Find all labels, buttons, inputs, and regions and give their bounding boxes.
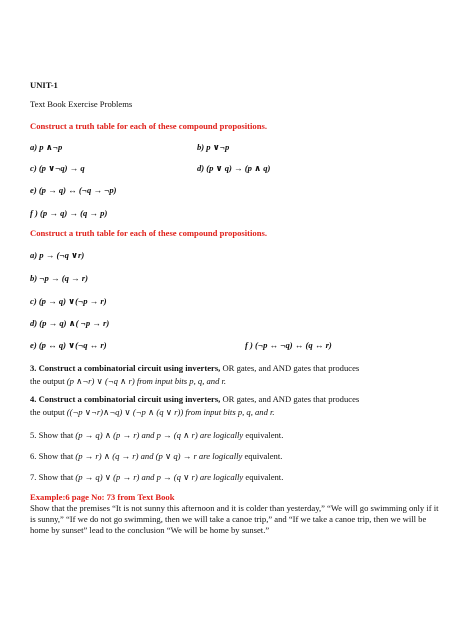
question-3-prefix: the output	[30, 376, 67, 386]
example-body: Show that the premises “It is not sunny this afternoon and it is colder than yesterday,” “We will go swimming only if it is sunny,” “If we do not go swimming, then we will take a canoe trip,” and “If we take a canoe trip, then we will be home by sunset” lead to the conclusion “We will be home by sunset.”	[30, 503, 439, 536]
question-6-suffix: equivalent.	[242, 451, 283, 461]
question-6-expr: (p → r) ∧ (q → r) and (p ∨ q) → r are logically	[75, 451, 243, 461]
unit-title: UNIT-1	[30, 80, 58, 90]
example-heading: Example:6 page No: 73 from Text Book	[30, 492, 175, 502]
question-4-line2	[30, 407, 275, 418]
question-5	[30, 430, 283, 441]
question-3-line2	[30, 376, 226, 387]
question-5-expr: (p → q) ∧ (p → r) and p → (q ∧ r) are logically	[75, 430, 244, 440]
question-7-expr: (p → q) ∨ (p → r) and p → (q ∨ r) are logically	[75, 472, 244, 482]
question-4-expr: ((¬p ∨¬r)∧¬q) ∨ (¬p ∧ (q ∨ r)) from input bits p, q, and r.	[66, 407, 275, 417]
section2-item-d: d) (p → q) ∧( ¬p → r)	[30, 318, 110, 328]
section1-item-a: a) p ∧¬p	[30, 142, 63, 152]
question-6	[30, 451, 282, 462]
question-4-prefix: the output	[30, 407, 67, 417]
section1-item-e: e) (p → q) ↔ (¬q → ¬p)	[30, 185, 117, 195]
section1-item-f: f ) (p → q) → (q → p)	[30, 208, 108, 218]
section1-item-d: d) (p ∨ q) → (p ∧ q)	[197, 163, 271, 173]
question-5-prefix: 5. Show that	[30, 430, 76, 440]
question-7	[30, 472, 283, 483]
section2-heading: Construct a truth table for each of these compound propositions.	[30, 228, 267, 238]
question-3-line1	[30, 363, 359, 374]
section2-item-c: c) (p → q) ∨(¬p → r)	[30, 296, 107, 306]
question-3-expr: (p ∧¬r) ∨ (¬q ∧ r) from input bits p, q, and r.	[66, 376, 227, 386]
question-5-suffix: equivalent.	[243, 430, 284, 440]
section1-heading: Construct a truth table for each of these compound propositions.	[30, 121, 267, 131]
section2-item-e: e) (p ↔ q) ∨(¬q ↔ r)	[30, 340, 107, 350]
question-4-rest: OR gates, and AND gates that produces	[220, 394, 360, 404]
section1-item-c: c) (p ∨¬q) → q	[30, 163, 85, 173]
question-3-bold: 3. Construct a combinatorial circuit using inverters,	[30, 363, 221, 373]
section1-row-ab	[30, 142, 430, 153]
question-3-rest: OR gates, and AND gates that produces	[220, 363, 360, 373]
question-4-line1	[30, 394, 359, 405]
section2-item-a: a) p → (¬q ∨r)	[30, 250, 85, 260]
section1-row-cd	[30, 163, 430, 174]
question-6-prefix: 6. Show that	[30, 451, 76, 461]
subtitle: Text Book Exercise Problems	[30, 99, 133, 109]
section2-item-b: b) ¬p → (q → r)	[30, 273, 88, 283]
question-4-bold: 4. Construct a combinatorial circuit using inverters,	[30, 394, 221, 404]
section2-row-ef	[30, 340, 440, 351]
question-7-prefix: 7. Show that	[30, 472, 76, 482]
question-7-suffix: equivalent.	[243, 472, 284, 482]
section1-item-b: b) p ∨¬p	[197, 142, 230, 152]
section2-item-f: f ) (¬p ↔ ¬q) ↔ (q ↔ r)	[245, 340, 332, 350]
